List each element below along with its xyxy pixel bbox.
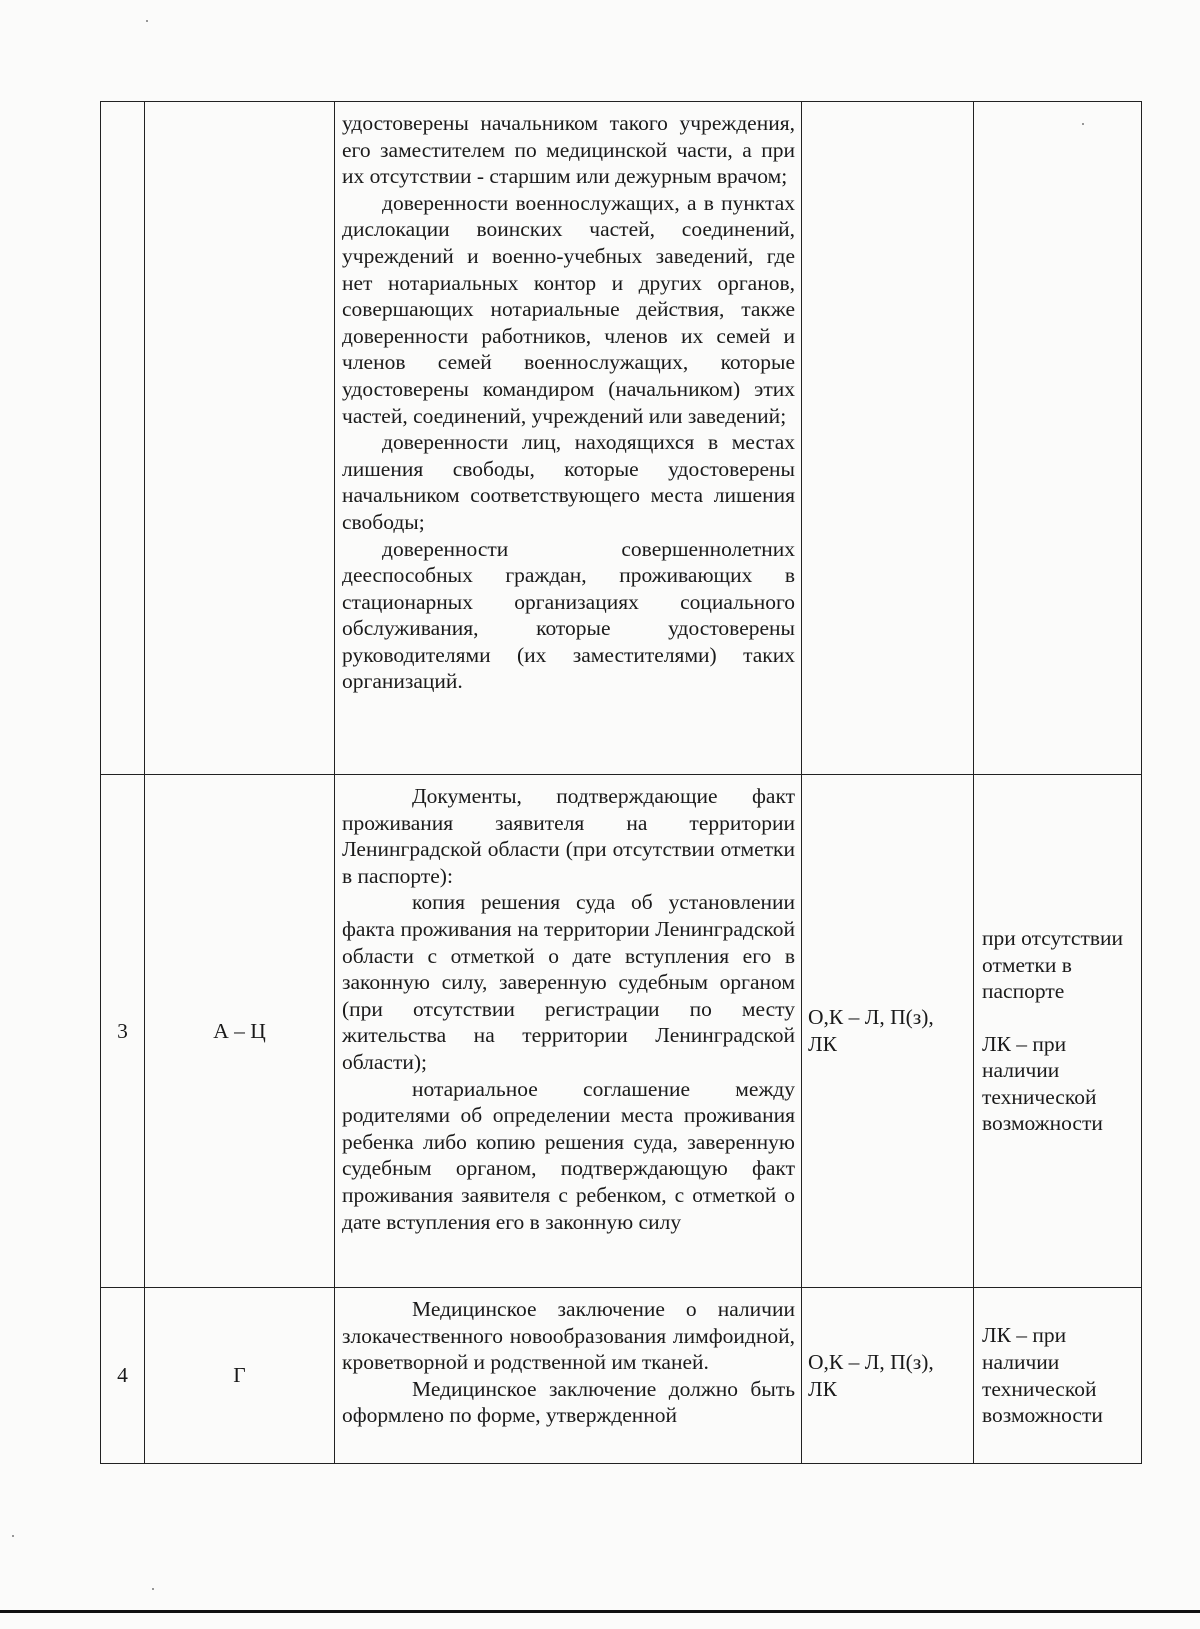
- row-number-cell: [101, 102, 145, 775]
- documents-table: [100, 101, 1142, 1464]
- documents-cell: [335, 102, 802, 775]
- row-number-cell: 4: [101, 1288, 145, 1464]
- note-cell: [974, 775, 1142, 1288]
- note-line: ЛК – при наличии технической возможности: [982, 1031, 1103, 1136]
- scan-speck: [12, 1535, 14, 1537]
- table-row: [101, 102, 1142, 775]
- document-paragraph: Медицинское заключение должно быть оформлено по форме, утвержденной: [342, 1376, 795, 1428]
- document-paragraph: нотариальное соглашение между родителями об определении места проживания ребенка либо копию решения суда, заверенную судебным органом, подтверждающую факт проживания заявителя с ребенком, с отметкой о дате вступления его в законную силу: [342, 1076, 795, 1234]
- document-paragraph: удостоверены начальником такого учреждения, его заместителем по медицинской части, а при их отсутствии - старшим или дежурным врачом;: [342, 111, 795, 189]
- document-paragraph: доверенности военнослужащих, а в пунктах дислокации воинских частей, соединений, учреждений и военно-учебных заведений, где нет нотариальных контор и других органов, совершающих нотариальные действия, также доверенности работников, членов их семей и членов семей военнослужащих, которые удостоверены командиром (начальником) этих частей, соединений, учреждений или заведений;: [342, 190, 795, 428]
- note-line: при отсутствии отметки в паспорте: [982, 925, 1124, 1004]
- scan-speck: [146, 20, 148, 22]
- document-paragraph: доверенности совершеннолетних дееспособных граждан, проживающих в стационарных организациях социального обслуживания, которые удостоверены руководителями (их заместителями) таких организаций.: [342, 536, 795, 694]
- submission-methods-cell: [802, 102, 974, 775]
- document-paragraph: Документы, подтверждающие факт проживания заявителя на территории Ленинградской области (при отсутствии отметки в паспорте):: [342, 784, 795, 888]
- note-cell: [974, 1288, 1142, 1464]
- document-paragraph: доверенности лиц, находящихся в местах лишения свободы, которые удостоверены начальником соответствующего места лишения свободы;: [342, 430, 795, 534]
- document-paragraph: Медицинское заключение о наличии злокачественного новообразования лимфоидной, кроветворной и родственной им тканей.: [342, 1297, 795, 1375]
- scan-speck: [152, 1588, 154, 1590]
- note-gap: [982, 1005, 1133, 1031]
- row-number-cell: 3: [101, 775, 145, 1288]
- documents-cell: [335, 1288, 802, 1464]
- table-row: [101, 1288, 1142, 1464]
- table-row: [101, 775, 1142, 1288]
- document-paragraph: копия решения суда об установлении факта проживания на территории Ленинградской области с отметкой о дате вступления его в законную силу, заверенную судебным органом (при отсутствии регистрации по месту жительства на территории Ленинградской области);: [342, 890, 795, 1074]
- category-code-cell: Г: [145, 1288, 335, 1464]
- scan-speck: [1082, 123, 1084, 125]
- scan-edge-line: [0, 1610, 1200, 1613]
- submission-methods-cell: О,К – Л, П(з), ЛК: [802, 775, 974, 1288]
- category-code-cell: А – Ц: [145, 775, 335, 1288]
- documents-cell: [335, 775, 802, 1288]
- note-cell: [974, 102, 1142, 775]
- note-line: ЛК – при наличии технической возможности: [982, 1323, 1103, 1428]
- submission-methods-cell: О,К – Л, П(з), ЛК: [802, 1288, 974, 1464]
- category-code-cell: [145, 102, 335, 775]
